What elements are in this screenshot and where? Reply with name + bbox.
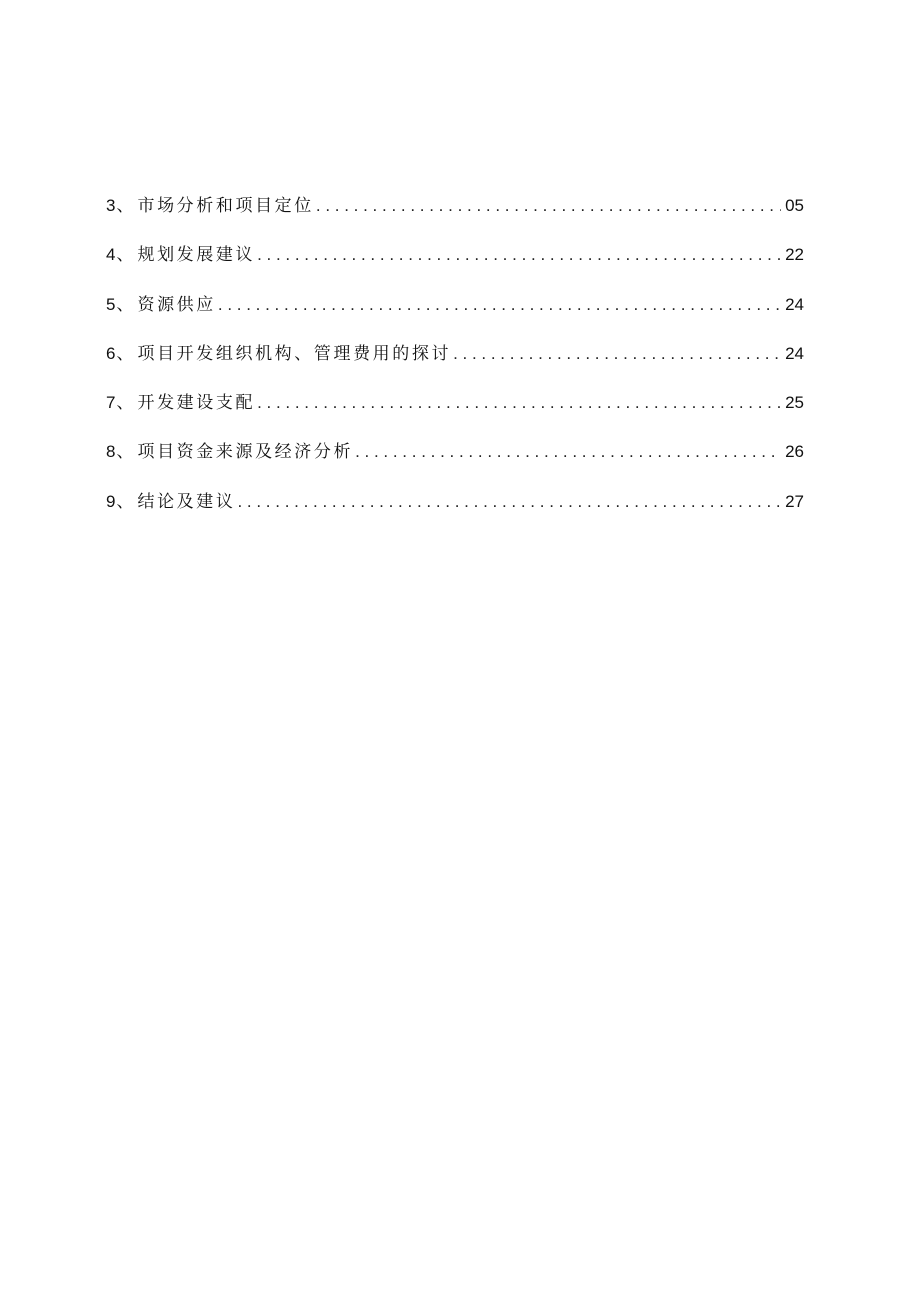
toc-entry-title: 结论及建议 xyxy=(137,491,236,512)
toc-entry-number: 6 xyxy=(106,343,116,363)
toc-dot-leader xyxy=(316,189,781,223)
toc-entry-separator: 、 xyxy=(116,393,134,414)
toc-entry-number: 5 xyxy=(106,294,116,314)
table-of-contents xyxy=(106,189,804,534)
toc-entry-number: 8 xyxy=(106,442,116,462)
toc-dot-leader xyxy=(257,386,781,420)
toc-entry[interactable] xyxy=(106,238,804,287)
toc-dot-leader xyxy=(218,288,781,322)
toc-dot-leader xyxy=(355,435,781,469)
toc-entry-title: 开发建设支配 xyxy=(137,393,256,414)
toc-entry-page: 27 xyxy=(785,491,804,511)
toc-entry[interactable] xyxy=(106,485,804,534)
toc-entry-page: 24 xyxy=(785,294,804,314)
toc-entry-page: 24 xyxy=(785,343,804,363)
toc-entry-separator: 、 xyxy=(116,343,134,364)
toc-dot-leader xyxy=(237,485,781,519)
toc-entry-separator: 、 xyxy=(116,442,134,463)
toc-entry-page: 25 xyxy=(785,393,804,413)
toc-entry-number: 3 xyxy=(106,196,116,215)
toc-entry[interactable] xyxy=(106,337,804,386)
toc-entry-title: 市场分析和项目定位 xyxy=(137,196,314,216)
toc-dot-leader xyxy=(257,238,781,272)
toc-entry[interactable] xyxy=(106,386,804,435)
toc-entry-separator: 、 xyxy=(116,245,134,266)
toc-entry-number: 7 xyxy=(106,393,116,413)
toc-entry-number: 9 xyxy=(106,491,116,511)
toc-entry-separator: 、 xyxy=(116,491,134,512)
toc-entry-title: 资源供应 xyxy=(137,294,216,315)
toc-entry[interactable] xyxy=(106,435,804,484)
toc-dot-leader xyxy=(453,337,781,371)
toc-entry-page: 22 xyxy=(785,245,804,265)
toc-entry-separator: 、 xyxy=(116,294,134,315)
toc-entry[interactable] xyxy=(106,189,804,238)
toc-entry-separator: 、 xyxy=(116,196,134,216)
toc-entry[interactable] xyxy=(106,288,804,337)
toc-entry-title: 项目资金来源及经济分析 xyxy=(137,442,354,463)
toc-entry-page: 26 xyxy=(785,442,804,462)
toc-entry-page: 05 xyxy=(785,196,804,215)
toc-entry-title: 项目开发组织机构、管理费用的探讨 xyxy=(137,343,452,364)
toc-entry-number: 4 xyxy=(106,245,116,265)
toc-entry-title: 规划发展建议 xyxy=(137,245,256,266)
